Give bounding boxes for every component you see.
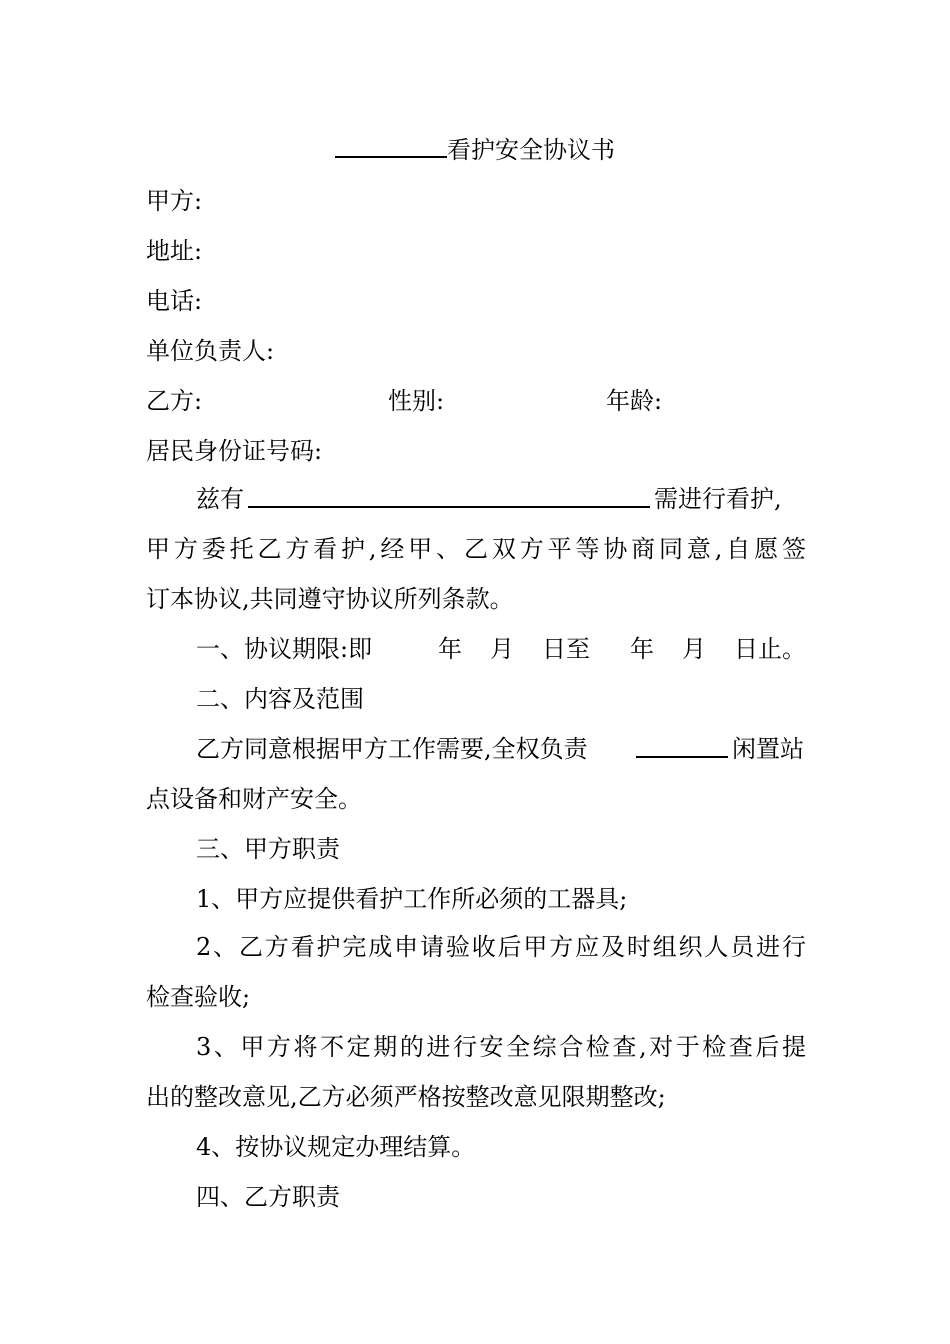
intro-prefix: 兹有 bbox=[196, 485, 244, 513]
title-text: 看护安全协议书 bbox=[447, 136, 615, 164]
section1-day2: 日止。 bbox=[734, 635, 806, 663]
document-title bbox=[0, 134, 950, 165]
section1-month1: 月 bbox=[490, 635, 514, 663]
section2-heading: 二、内容及范围 bbox=[196, 685, 364, 713]
intro-blank-line bbox=[248, 484, 650, 508]
section4-heading: 四、乙方职责 bbox=[196, 1183, 340, 1211]
intro-suffix: 需进行看护, bbox=[654, 485, 782, 513]
section3-item-2-line-1: 2、乙方看护完成申请验收后甲方应及时组织人员进行 bbox=[196, 933, 806, 961]
section1-day1: 日至 bbox=[542, 635, 590, 663]
section1-label: 一、协议期限:即 bbox=[196, 635, 373, 663]
section3-item-2-line-2: 检查验收; bbox=[146, 983, 251, 1011]
intro-line-2: 甲方委托乙方看护,经甲、乙双方平等协商同意,自愿签 bbox=[146, 535, 806, 563]
section3-item-4: 4、按协议规定办理结算。 bbox=[196, 1133, 476, 1161]
party-a-phone: 电话: bbox=[146, 287, 203, 315]
party-a-unit-head: 单位负责人: bbox=[146, 337, 275, 365]
section2-line-2: 点设备和财产安全。 bbox=[146, 785, 362, 813]
section1-month2: 月 bbox=[682, 635, 706, 663]
party-b-id-number: 居民身份证号码: bbox=[146, 437, 323, 465]
section3-item-3-line-2: 出的整改意见,乙方必须严格按整改意见限期整改; bbox=[146, 1083, 666, 1111]
intro-line-3: 订本协议,共同遵守协议所列条款。 bbox=[146, 585, 514, 613]
section3-item-3-line-1: 3、甲方将不定期的进行安全综合检查,对于检查后提 bbox=[196, 1033, 806, 1061]
party-a-address: 地址: bbox=[146, 237, 203, 265]
section3-heading: 三、甲方职责 bbox=[196, 835, 340, 863]
title-blank-line bbox=[335, 134, 447, 158]
party-b-gender: 性别: bbox=[388, 387, 445, 415]
section2-blank-line bbox=[636, 734, 728, 758]
section2-text-prefix: 乙方同意根据甲方工作需要,全权负责 bbox=[196, 735, 588, 763]
section2-text-suffix: 闲置站 bbox=[732, 735, 804, 763]
party-b-label: 乙方: bbox=[146, 387, 203, 415]
party-b-age: 年龄: bbox=[606, 387, 663, 415]
section3-item-1: 1、甲方应提供看护工作所必须的工器具; bbox=[196, 885, 628, 913]
party-a-label: 甲方: bbox=[146, 187, 203, 215]
section1-year1: 年 bbox=[438, 635, 462, 663]
section1-year2: 年 bbox=[630, 635, 654, 663]
